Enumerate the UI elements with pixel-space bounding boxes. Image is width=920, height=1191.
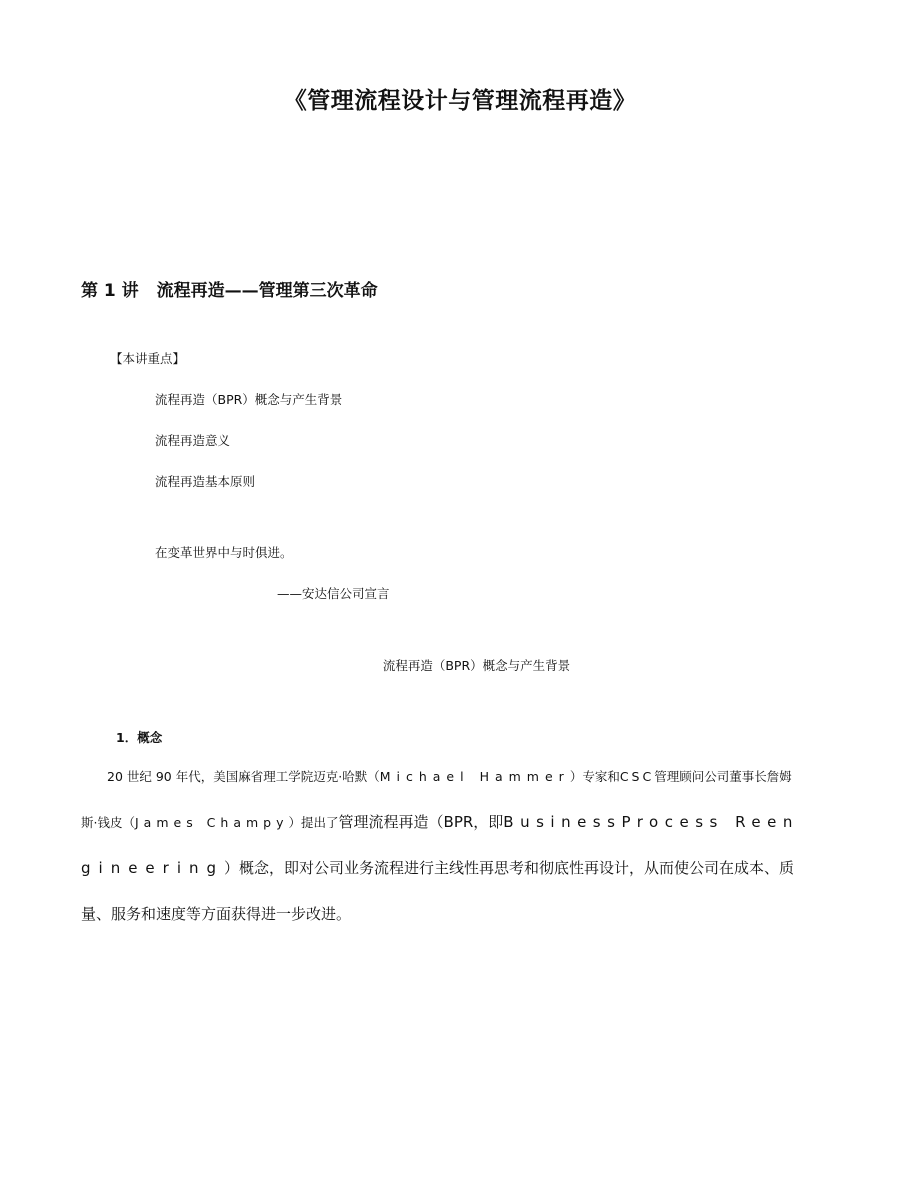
key-points-label: 【本讲重点】 — [110, 351, 186, 366]
lecture-heading — [81, 276, 378, 301]
paragraph-text: 管理流程再造（BPR，即 — [338, 813, 504, 831]
lecture-number: 第 1 讲 — [81, 281, 139, 301]
paragraph-csc: CSC — [619, 769, 655, 784]
paragraph-text: 斯·钱皮（ — [81, 815, 135, 830]
paragraph-text: ）提出了 — [288, 815, 339, 830]
paragraph-text: ）概念，即对公司业务流程进行主线性再思考和彻底性再设计，从而使公司在成本、质 — [224, 859, 795, 877]
paragraph-name-james-champy: James Champy — [134, 815, 289, 830]
key-point-item: 流程再造（BPR）概念与产生背景 — [155, 392, 343, 407]
section-title: 流程再造（BPR）概念与产生背景 — [382, 658, 571, 673]
paragraph-line-2 — [81, 811, 799, 832]
paragraph-name-michael-hammer: Michael Hammer — [379, 769, 570, 784]
key-point-item: 流程再造意义 — [155, 433, 231, 448]
key-point-item: 流程再造基本原则 — [155, 474, 256, 489]
paragraph-text: ）专家和 — [569, 769, 620, 784]
quote-text: 在变革世界中与时俱进。 — [155, 545, 293, 560]
lecture-title: 流程再造——管理第三次革命 — [156, 281, 378, 301]
paragraph-line-1 — [107, 767, 792, 785]
paragraph-text: 20 世纪 90 年代，美国麻省理工学院迈克·哈默（ — [107, 769, 380, 784]
quote-source: ——安达信公司宣言 — [277, 586, 390, 601]
document-title: 《管理流程设计与管理流程再造》 — [283, 88, 637, 114]
paragraph-bpr-english: BusinessProcess Reen — [503, 813, 799, 831]
concept-heading: 1．概念 — [116, 730, 163, 745]
paragraph-line-4: 量、服务和速度等方面获得进一步改进。 — [81, 905, 352, 923]
paragraph-text: 管理顾问公司董事长詹姆 — [654, 769, 792, 784]
paragraph-bpr-english-cont: gineering — [81, 859, 225, 877]
paragraph-line-3 — [81, 857, 794, 878]
